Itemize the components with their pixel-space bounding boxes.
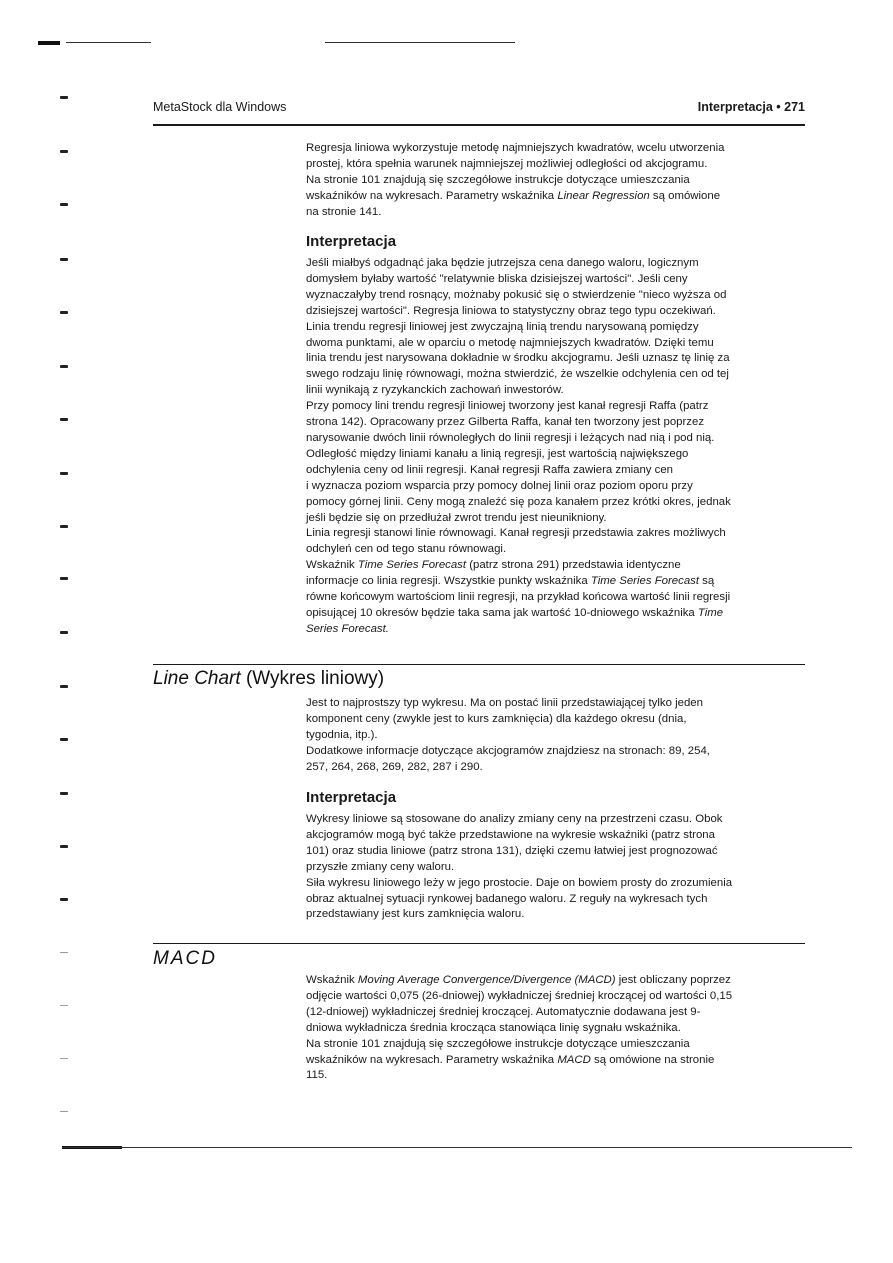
header-book-title: MetaStock dla Windows — [153, 100, 287, 114]
scan-tick — [60, 685, 68, 688]
text-line: linii wynikają z ryzykanckich zachowań inwestorów. — [306, 384, 564, 397]
text-line: Przy pomocy lini trendu regresji liniowej tworzony jest kanał regresji Raffa (patrz — [306, 400, 709, 413]
text-line: Linia regresji stanowi linie równowagi. Kanał regresji przedstawia zakres możliwych — [306, 527, 726, 540]
scan-tick — [60, 952, 68, 953]
section-rule — [153, 943, 805, 944]
scan-tick — [60, 577, 68, 580]
text-line: (12-dniowej) wykładniczej średniej kroczącej. Automatycznie dodawana jest 9- — [306, 1005, 701, 1018]
scan-tick — [60, 472, 68, 475]
scan-tick — [60, 1005, 68, 1006]
text-line: Wykresy liniowe są stosowane do analizy zmiany ceny na przestrzeni czasu. Obok — [306, 813, 723, 825]
text-line: 257, 264, 268, 269, 282, 287 i 290. — [306, 760, 483, 773]
text-line: linia trendu jest narysowana dokładnie w środku akcjogramu. Jeśli uznasz tę linię za — [306, 352, 730, 365]
text-line: obraz aktualnej sytuacji rynkowej badanego waloru. Z reguły na wykresach tych — [306, 892, 708, 905]
scan-tick — [60, 845, 68, 848]
text-line: Dodatkowe informacje dotyczące akcjogramów znajdziesz na stronach: 89, 254, — [306, 744, 710, 757]
text-line: dzisiejszej wartości". Regresja liniowa to statystyczny obraz tego typu oczekiwań. — [306, 304, 716, 317]
line-chart-interpretation — [306, 812, 806, 923]
text-line: Jeśli miałbyś odgadnąć jaka będzie jutrzejsza cena danego waloru, logicznym — [306, 257, 699, 269]
interpretation-paragraph — [306, 256, 806, 638]
scan-tick — [60, 150, 68, 153]
scan-tick — [60, 1058, 68, 1059]
scan-tick — [60, 1111, 68, 1112]
text-line: akcjogramów mogą być także przedstawione na wykresie wskaźniki (patrz strona — [306, 828, 715, 841]
scan-tick — [60, 258, 68, 261]
macd-paragraph — [306, 973, 806, 1084]
subheading-interpretacja: Interpretacja — [306, 233, 397, 250]
text-line: wskaźników na wykresach. Parametry wskaźnika MACD są omówione na stronie — [306, 1053, 715, 1066]
text-line: Regresja liniowa wykorzystuje metodę najmniejszych kwadratów, wcelu utworzenia — [306, 142, 725, 154]
text-line: na stronie 141. — [306, 205, 382, 218]
subheading-interpretacja: Interpretacja — [306, 789, 397, 806]
text-line: równe końcowym wartościom linii regresji, na przykład końcowa wartość linii regresji — [306, 591, 731, 604]
text-line: wskaźników na wykresach. Parametry wskaźnika Linear Regression są omówione — [306, 189, 721, 202]
text-line: wyznaczałyby trend rosnący, możnaby pokusić się o stwierdzenie "nieco wyższa od — [306, 288, 727, 301]
text-line: odjęcie wartości 0,075 (26-dniowej) wykładniczej średniej kroczącej od wartości 0,15 — [306, 989, 733, 1002]
scan-tick — [60, 311, 68, 314]
section-title-italic: Line Chart — [153, 668, 241, 689]
line-chart-paragraph — [306, 696, 806, 776]
text-line: odchyleń cen od tego stanu równowagi. — [306, 543, 507, 556]
scan-tick — [60, 898, 68, 901]
text-line: Wskaźnik Time Series Forecast (patrz strona 291) przedstawia identyczne — [306, 559, 681, 572]
text-line: tygodnia, itp.). — [306, 728, 378, 741]
text-line: dniowa wykładnicza średnia krocząca stanowiąca linię sygnału wskaźnika. — [306, 1021, 681, 1034]
text-line: Siła wykresu liniowego leży w jego prostocie. Daje on bowiem prosty do zrozumienia — [306, 876, 733, 889]
scan-artifact — [325, 42, 515, 43]
text-line: swego rodzaju linię równowagi, można stwierdzić, że wszelkie odchylenia cen od tej — [306, 368, 729, 381]
scan-tick — [60, 365, 68, 368]
header-section-page: Interpretacja • 271 — [697, 100, 805, 114]
scan-artifact — [66, 42, 151, 43]
text-line: przedstawiany jest kurs zamknięcia waloru. — [306, 908, 525, 921]
scan-tick — [60, 418, 68, 421]
text-line: jeśli będzie się on przedłużał zwrot trendu jest nieunikniony. — [306, 511, 607, 524]
scan-artifact — [38, 41, 60, 45]
footer-rule — [62, 1147, 852, 1148]
header-rule — [153, 124, 805, 126]
text-line: 115. — [306, 1069, 328, 1082]
text-line: Wskaźnik Moving Average Convergence/Divergence (MACD) jest obliczany poprzez — [306, 974, 731, 986]
text-line: strona 142). Opracowany przez Gilberta Raffa, kanał ten tworzony jest poprzez — [306, 416, 705, 429]
text-line: i wyznacza poziom wsparcia przy pomocy dolnej linii oraz poziom oporu przy — [306, 479, 693, 492]
text-line: Na stronie 101 znajdują się szczegółowe instrukcje dotyczące umieszczania — [306, 1037, 690, 1050]
section-title-rest: (Wykres liniowy) — [240, 668, 385, 689]
text-line: Linia trendu regresji liniowej jest zwyczajną linią trendu narysowaną pomiędzy — [306, 320, 699, 333]
scan-tick — [60, 525, 68, 528]
text-line: prostej, która spełnia warunek najmniejszej możliwiej odległości od akcjogramu. — [306, 157, 708, 170]
text-line: Series Forecast. — [306, 622, 389, 635]
intro-paragraph — [306, 141, 806, 221]
text-line: opisującej 10 okresów będzie taka sama jak wartość 10-dniowego wskaźnika Time — [306, 606, 724, 619]
section-title-macd: MACD — [153, 948, 217, 969]
text-line: Jest to najprostszy typ wykresu. Ma on postać linii przedstawiającej tylko jeden — [306, 697, 703, 709]
text-line: 101) oraz studia liniowe (patrz strona 131), dzięki czemu łatwiej jest prognozować — [306, 844, 718, 857]
scan-tick — [60, 203, 68, 206]
text-line: Odległość między liniami kanału a linią regresji, jest wartością największego — [306, 447, 689, 460]
text-line: domysłem byłaby wartość "relatywnie bliska dzisiejszej wartości". Jeśli ceny — [306, 272, 688, 285]
text-line: odchylenia ceny od linii regresji. Kanał regresji Raffa zawiera zmiany cen — [306, 463, 674, 476]
text-line: narysowanie dwóch linii równoległych do linii regresji i leżących nad nią i pod nią. — [306, 431, 715, 444]
text-line: informacje co linia regresji. Wszystkie punkty wskaźnika Time Series Forecast są — [306, 575, 715, 588]
section-title-line-chart — [153, 668, 384, 690]
text-line: pomocy górnej linii. Ceny mogą znaleźć się poza kanałem przez krótki okres, jednak — [306, 495, 731, 508]
section-rule — [153, 664, 805, 665]
scan-tick — [60, 738, 68, 741]
scan-tick — [60, 96, 68, 99]
running-header — [153, 100, 805, 122]
text-line: przyszłe zmiany ceny waloru. — [306, 860, 455, 873]
text-line: dwoma punktami, ale w oparciu o metodę najmniejszych kwadratów. Dzięki temu — [306, 336, 714, 349]
scan-tick — [60, 631, 68, 634]
text-line: komponent ceny (zwykle jest to kurs zamknięcia) dla każdego okresu (dnia, — [306, 712, 687, 725]
scan-tick — [60, 792, 68, 795]
text-line: Na stronie 101 znajdują się szczegółowe instrukcje dotyczące umieszczania — [306, 173, 690, 186]
